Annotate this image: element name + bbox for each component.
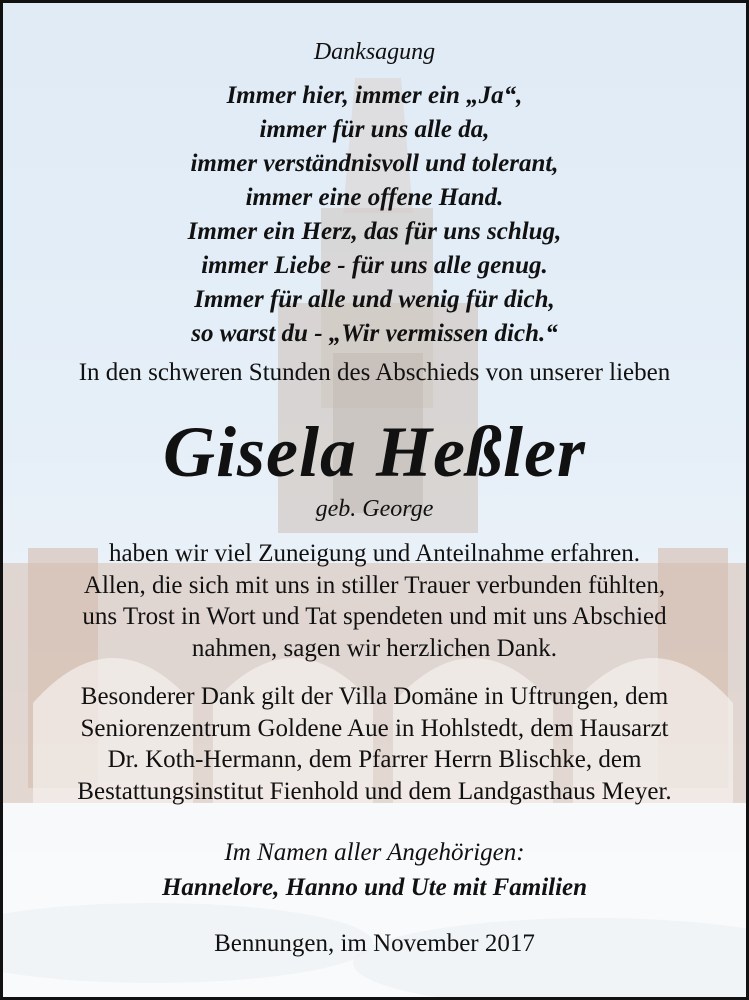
poem-line: so warst du - „Wir vermissen dich.“ (191, 320, 558, 347)
poem-line: Immer hier, immer ein „Ja“, (226, 82, 523, 109)
deceased-name: Gisela Heßler (163, 412, 586, 492)
on-behalf-line: Im Namen aller Angehörigen: (224, 839, 525, 866)
poem-line: immer eine offene Hand. (245, 184, 504, 211)
paragraph-line: nahmen, sagen wir herzlichen Dank. (191, 634, 558, 662)
poem-line: immer Liebe - für uns alle genug. (201, 252, 548, 279)
paragraph-line: haben wir viel Zuneigung und Anteilnahme erfahren. (108, 540, 641, 567)
intro-text: In den schweren Stunden des Abschieds von unserer lieben (78, 359, 671, 386)
poem-line: Immer für alle und wenig für dich, (194, 286, 555, 313)
paragraph-line: Seniorenzentrum Goldene Aue in Hohlstedt, dem Hausarzt (80, 714, 669, 742)
paragraph-line: Bestattungsinstitut Fienhold und dem Landgasthaus Meyer. (77, 777, 672, 805)
place-date: Bennungen, im November 2017 (214, 930, 535, 957)
family-signature: Hannelore, Hanno und Ute mit Familien (161, 874, 588, 901)
paragraph-line: Besonderer Dank gilt der Villa Domäne in Uftrungen, dem (80, 683, 669, 710)
poem-line: immer verständnisvoll und tolerant, (190, 150, 559, 177)
notice-text (3, 3, 746, 997)
poem-line: immer für uns alle da, (259, 116, 490, 143)
poem-line: Immer ein Herz, das für uns schlug, (187, 218, 562, 245)
notice-heading: Danksagung (313, 39, 436, 65)
thanks-paragraph (3, 538, 746, 664)
paragraph-line: Allen, die sich mit uns in stiller Trauer verbunden fühlten, (83, 571, 666, 599)
paragraph-line: uns Trost in Wort und Tat spendeten und mit uns Abschied (82, 603, 667, 630)
special-thanks-paragraph (3, 681, 746, 807)
paragraph-line: Dr. Koth-Hermann, dem Pfarrer Herrn Blischke, dem (107, 746, 642, 773)
maiden-name: geb. George (315, 496, 434, 522)
poem (3, 79, 746, 351)
